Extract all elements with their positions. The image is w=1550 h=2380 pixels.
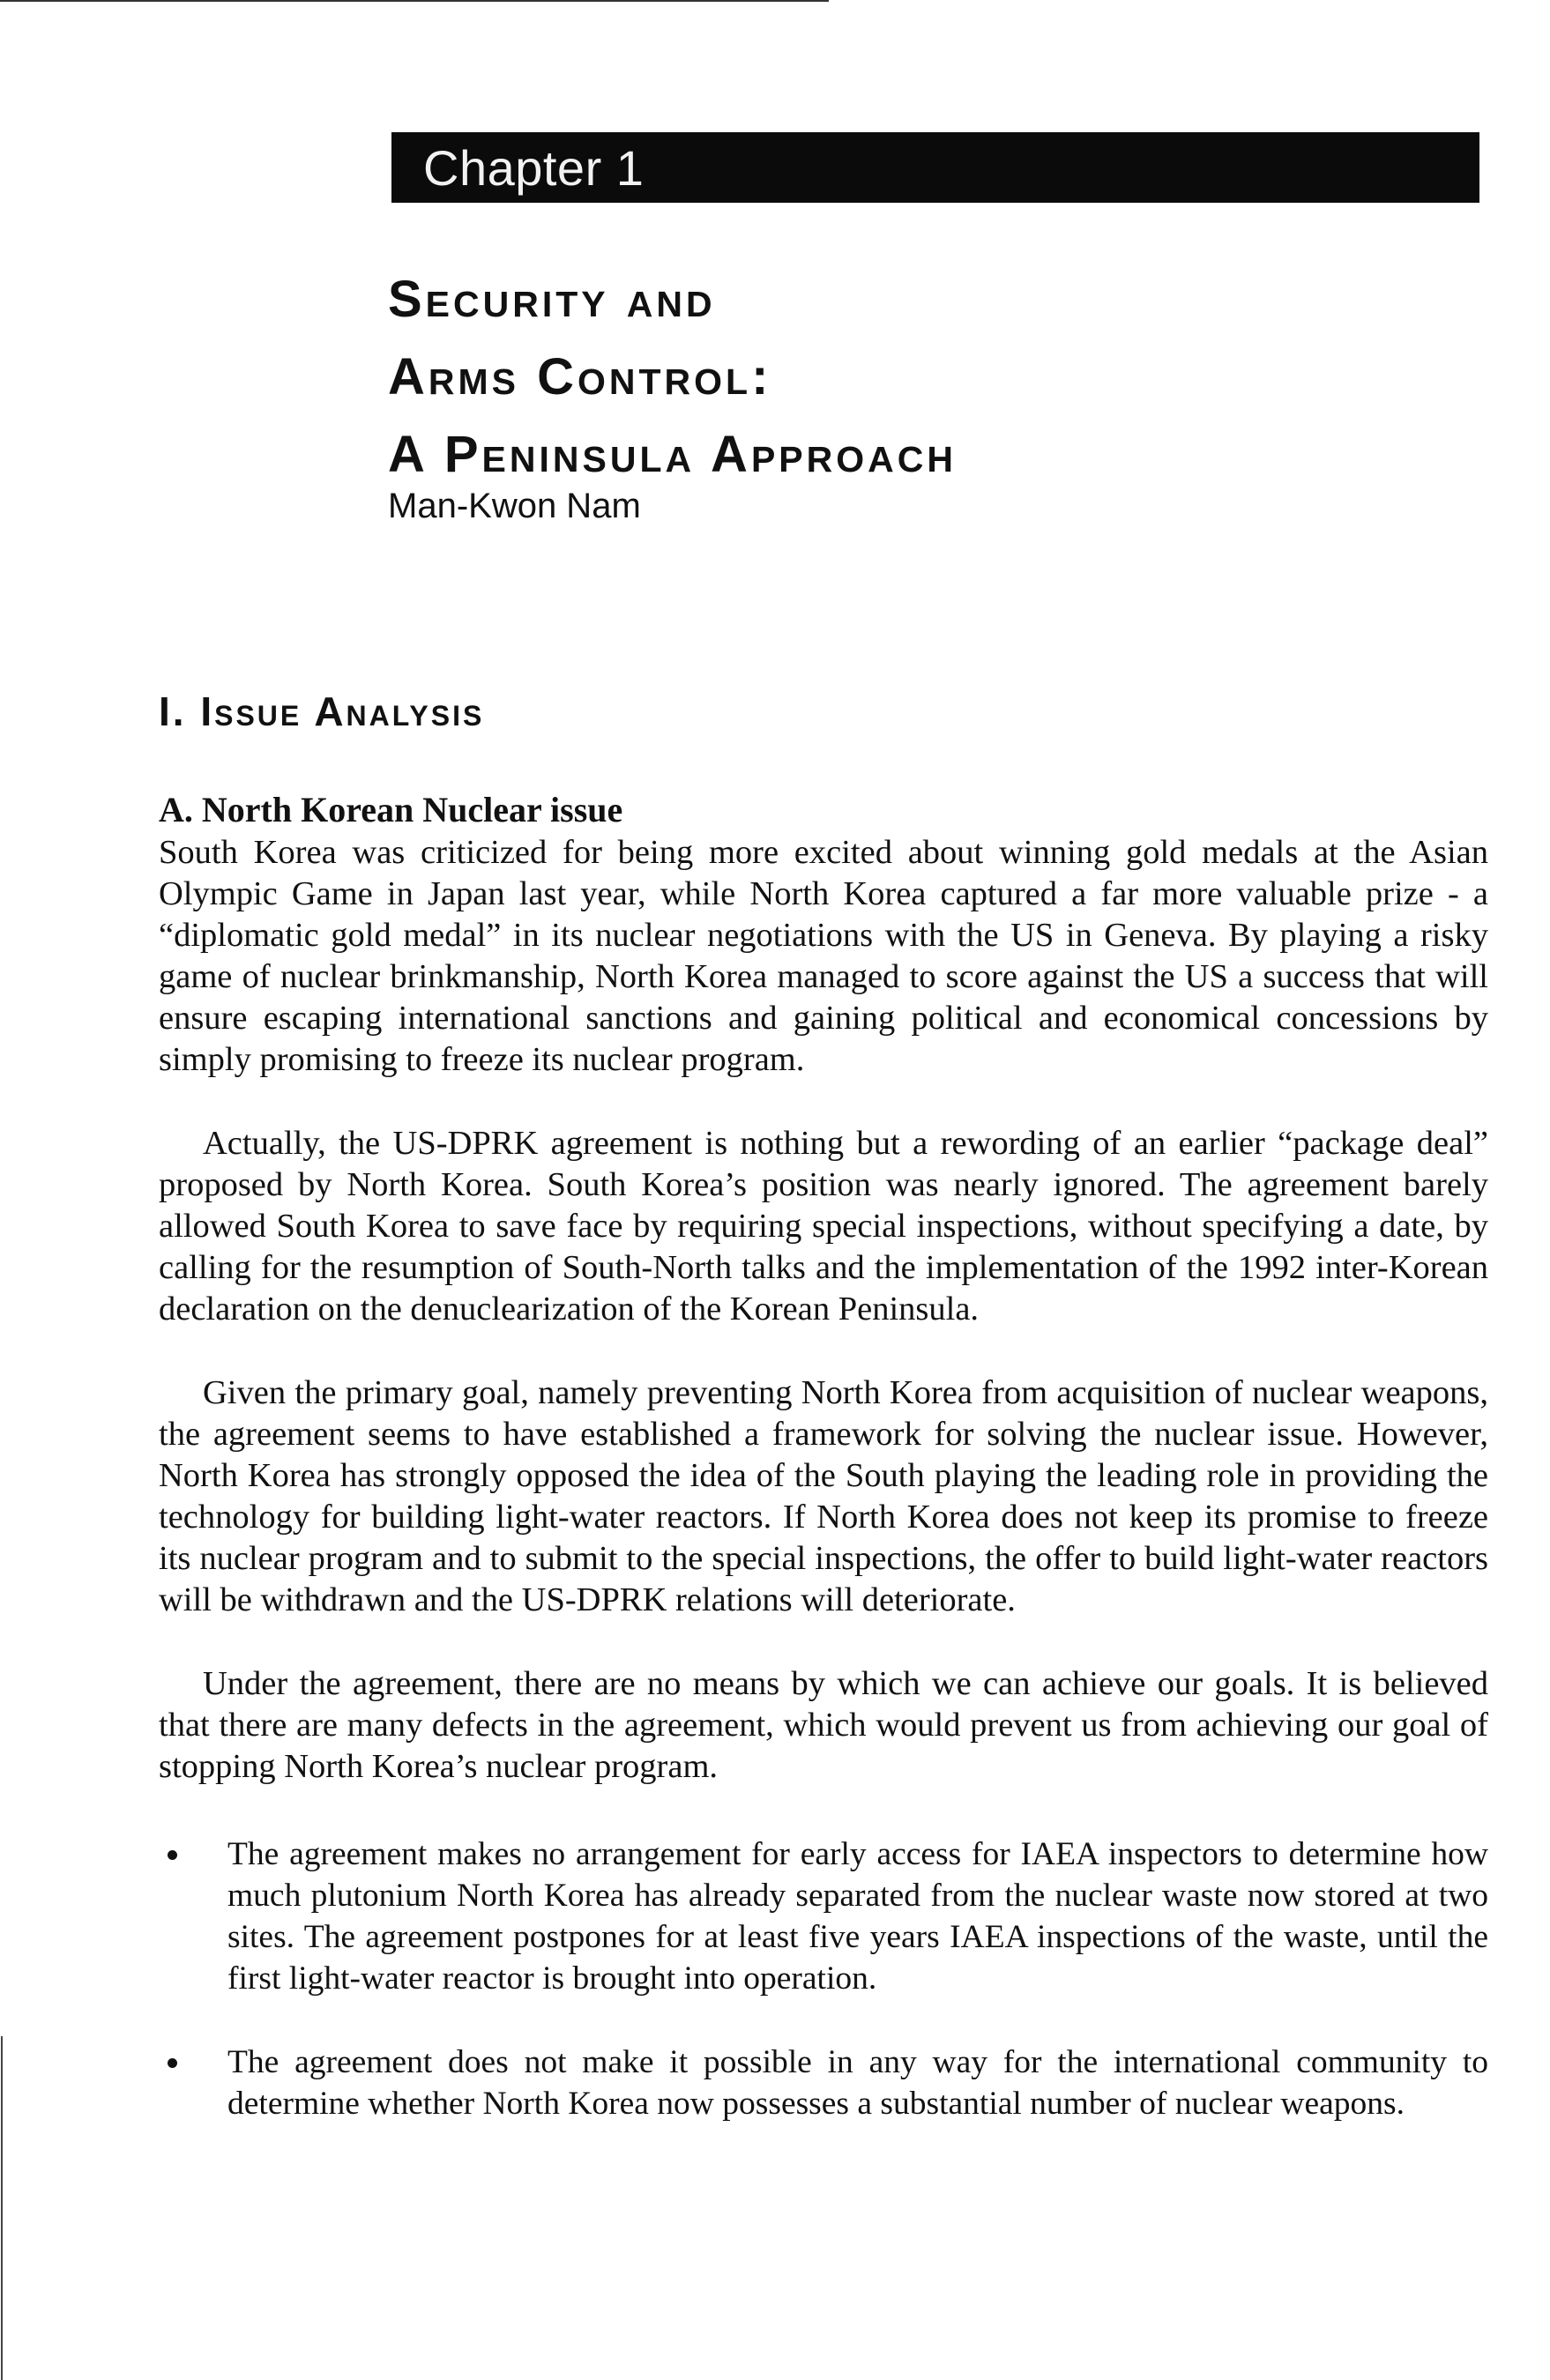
paragraph: Under the agreement, there are no means by which we can achieve our goals. It is believed that there are many defects in the agreement, which would prevent us from achieving our goal of stopping North Korea’s nuclear program. (159, 1665, 1488, 1785)
chapter-title (388, 261, 1481, 494)
bullet-icon (168, 1850, 177, 1860)
paragraph: South Korea was criticized for being more excited about winning gold medals at the Asian Olympic Game in Japan last year, while North Korea captured a far more valuable prize - a “diplomatic gold medal” in its nuclear negotiations with the US in Geneva. By playing a risky game of nuclear brinkmanship, North Korea managed to score against the US a success that will ensure escaping international sanctions and gaining political and economical concessions by simply promising to freeze its nuclear program. (159, 834, 1488, 1078)
top-rule (0, 0, 829, 2)
title-line-2: Arms Control: (388, 348, 772, 405)
subsection-heading: A. North Korean Nuclear issue (159, 790, 623, 829)
paragraph: Given the primary goal, namely preventing North Korea from acquisition of nuclear weapons, the agreement seems to have established a framework for solving the nuclear issue. However, North Korea has strongly opposed the idea of the South playing the leading role in providing the technology for building light-water reactors. If North Korea does not keep its promise to freeze its nuclear program and to submit to the special inspections, the offer to build light-water reactors will be withdrawn and the US-DPRK relations will deteriorate. (159, 1374, 1488, 1618)
scan-margin-line (1, 2036, 3, 2380)
section-heading: I. Issue Analysis (159, 688, 485, 734)
bullet-item (159, 1833, 1488, 1999)
bullet-icon (168, 2058, 177, 2068)
bullet-text: The agreement makes no arrangement for early access for IAEA inspectors to determine how much plutonium North Korea has already separated from the nuclear waste now stored at two sites. The agreement postpones for at least five years IAEA inspections of the waste, until the first light-water reactor is brought into operation. (227, 1836, 1488, 1997)
title-line-1: Security and (388, 271, 716, 328)
chapter-banner (391, 132, 1479, 203)
bullet-list (159, 1833, 1488, 2124)
body-text (159, 788, 1488, 2167)
paragraph: Actually, the US-DPRK agreement is nothing but a rewording of an earlier “package deal” proposed by North Korea. South Korea’s position was nearly ignored. The agreement barely allowed South Korea to save face by requiring special inspections, without specifying a date, by calling for the resumption of South-North talks and the implementation of the 1992 inter-Korean declaration on the denuclearization of the Korean Peninsula. (159, 1125, 1488, 1328)
title-line-3: A Peninsula Approach (388, 426, 957, 483)
author-name: Man-Kwon Nam (388, 487, 641, 525)
bullet-text: The agreement does not make it possible in any way for the international community to determine whether North Korea now possesses a substantial number of nuclear weapons. (227, 2044, 1488, 2122)
bullet-item (159, 2042, 1488, 2124)
chapter-label: Chapter 1 (423, 139, 645, 196)
